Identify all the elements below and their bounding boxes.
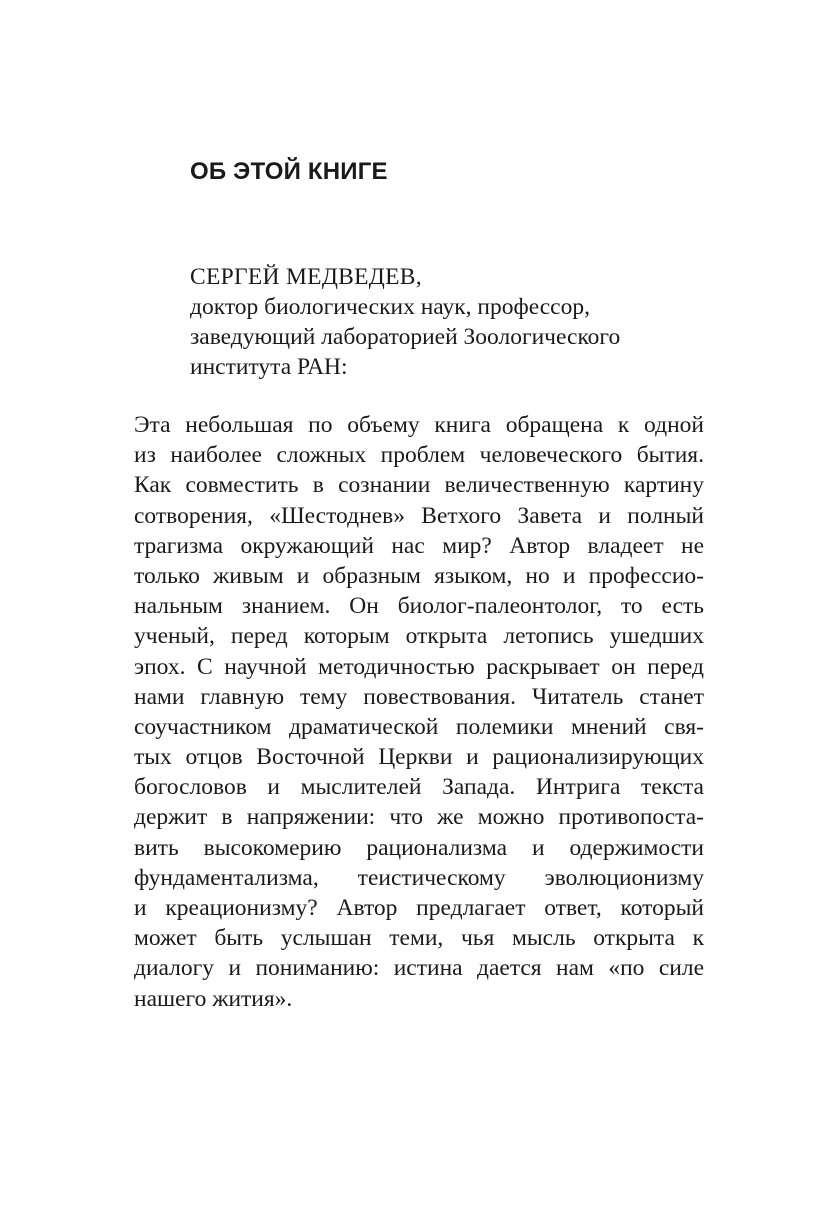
paragraph-line: только живым и образным языком, но и профессио- (134, 562, 704, 589)
paragraph-line: Эта небольшая по объему книга обращена к одной (134, 412, 704, 438)
author-credential-line: института РАН: (190, 354, 348, 380)
paragraph-line: вить высокомерию рационализма и одержимости (134, 834, 704, 861)
paragraph-line: из наиболее сложных проблем человеческого бытия. (134, 442, 704, 469)
page-heading: ОБ ЭТОЙ КНИГЕ (190, 158, 388, 185)
paragraph-line: богословов и мыслителей Запада. Интрига текста (134, 774, 704, 801)
paragraph-line: нальным знанием. Он биолог-палеонтолог, то есть (134, 593, 704, 620)
paragraph-line: эпох. С научной методичностью раскрывает он перед (134, 653, 704, 680)
paragraph-line: нашего жития». (134, 985, 293, 1012)
paragraph-line: сотворения, «Шестоднев» Ветхого Завета и полный (134, 502, 704, 529)
author-credential-line: доктор биологических наук, профессор, (190, 294, 590, 320)
paragraph-line: фундаментализма, теистическому эволюционизму (134, 864, 704, 891)
paragraph-line: трагизма окружающий нас мир? Автор владеет не (134, 532, 704, 559)
paragraph-line: диалогу и пониманию: истина дается нам «по силе (134, 955, 704, 982)
paragraph-line: нами главную тему повествования. Читатель станет (134, 683, 704, 710)
paragraph-line: и креационизму? Автор предлагает ответ, который (134, 895, 704, 921)
paragraph-line: соучастником драматической полемики мнений свя- (134, 713, 704, 740)
author-name: СЕРГЕЙ МЕДВЕДЕВ, (190, 264, 422, 290)
paragraph-line: ученый, перед которым открыта летопись ушедших (134, 623, 704, 650)
author-attribution (190, 262, 620, 382)
paragraph-line: Как совместить в сознании величественную картину (134, 472, 704, 499)
paragraph-line: может быть услышан теми, чья мысль открыта к (134, 925, 704, 952)
paragraph-line: тых отцов Восточной Церкви и рационализирующих (134, 744, 704, 771)
author-credential-line: заведующий лабораторией Зоологического (190, 324, 621, 350)
review-paragraph (134, 410, 704, 1014)
paragraph-line: держит в напряжении: что же можно противопоста- (134, 804, 704, 831)
